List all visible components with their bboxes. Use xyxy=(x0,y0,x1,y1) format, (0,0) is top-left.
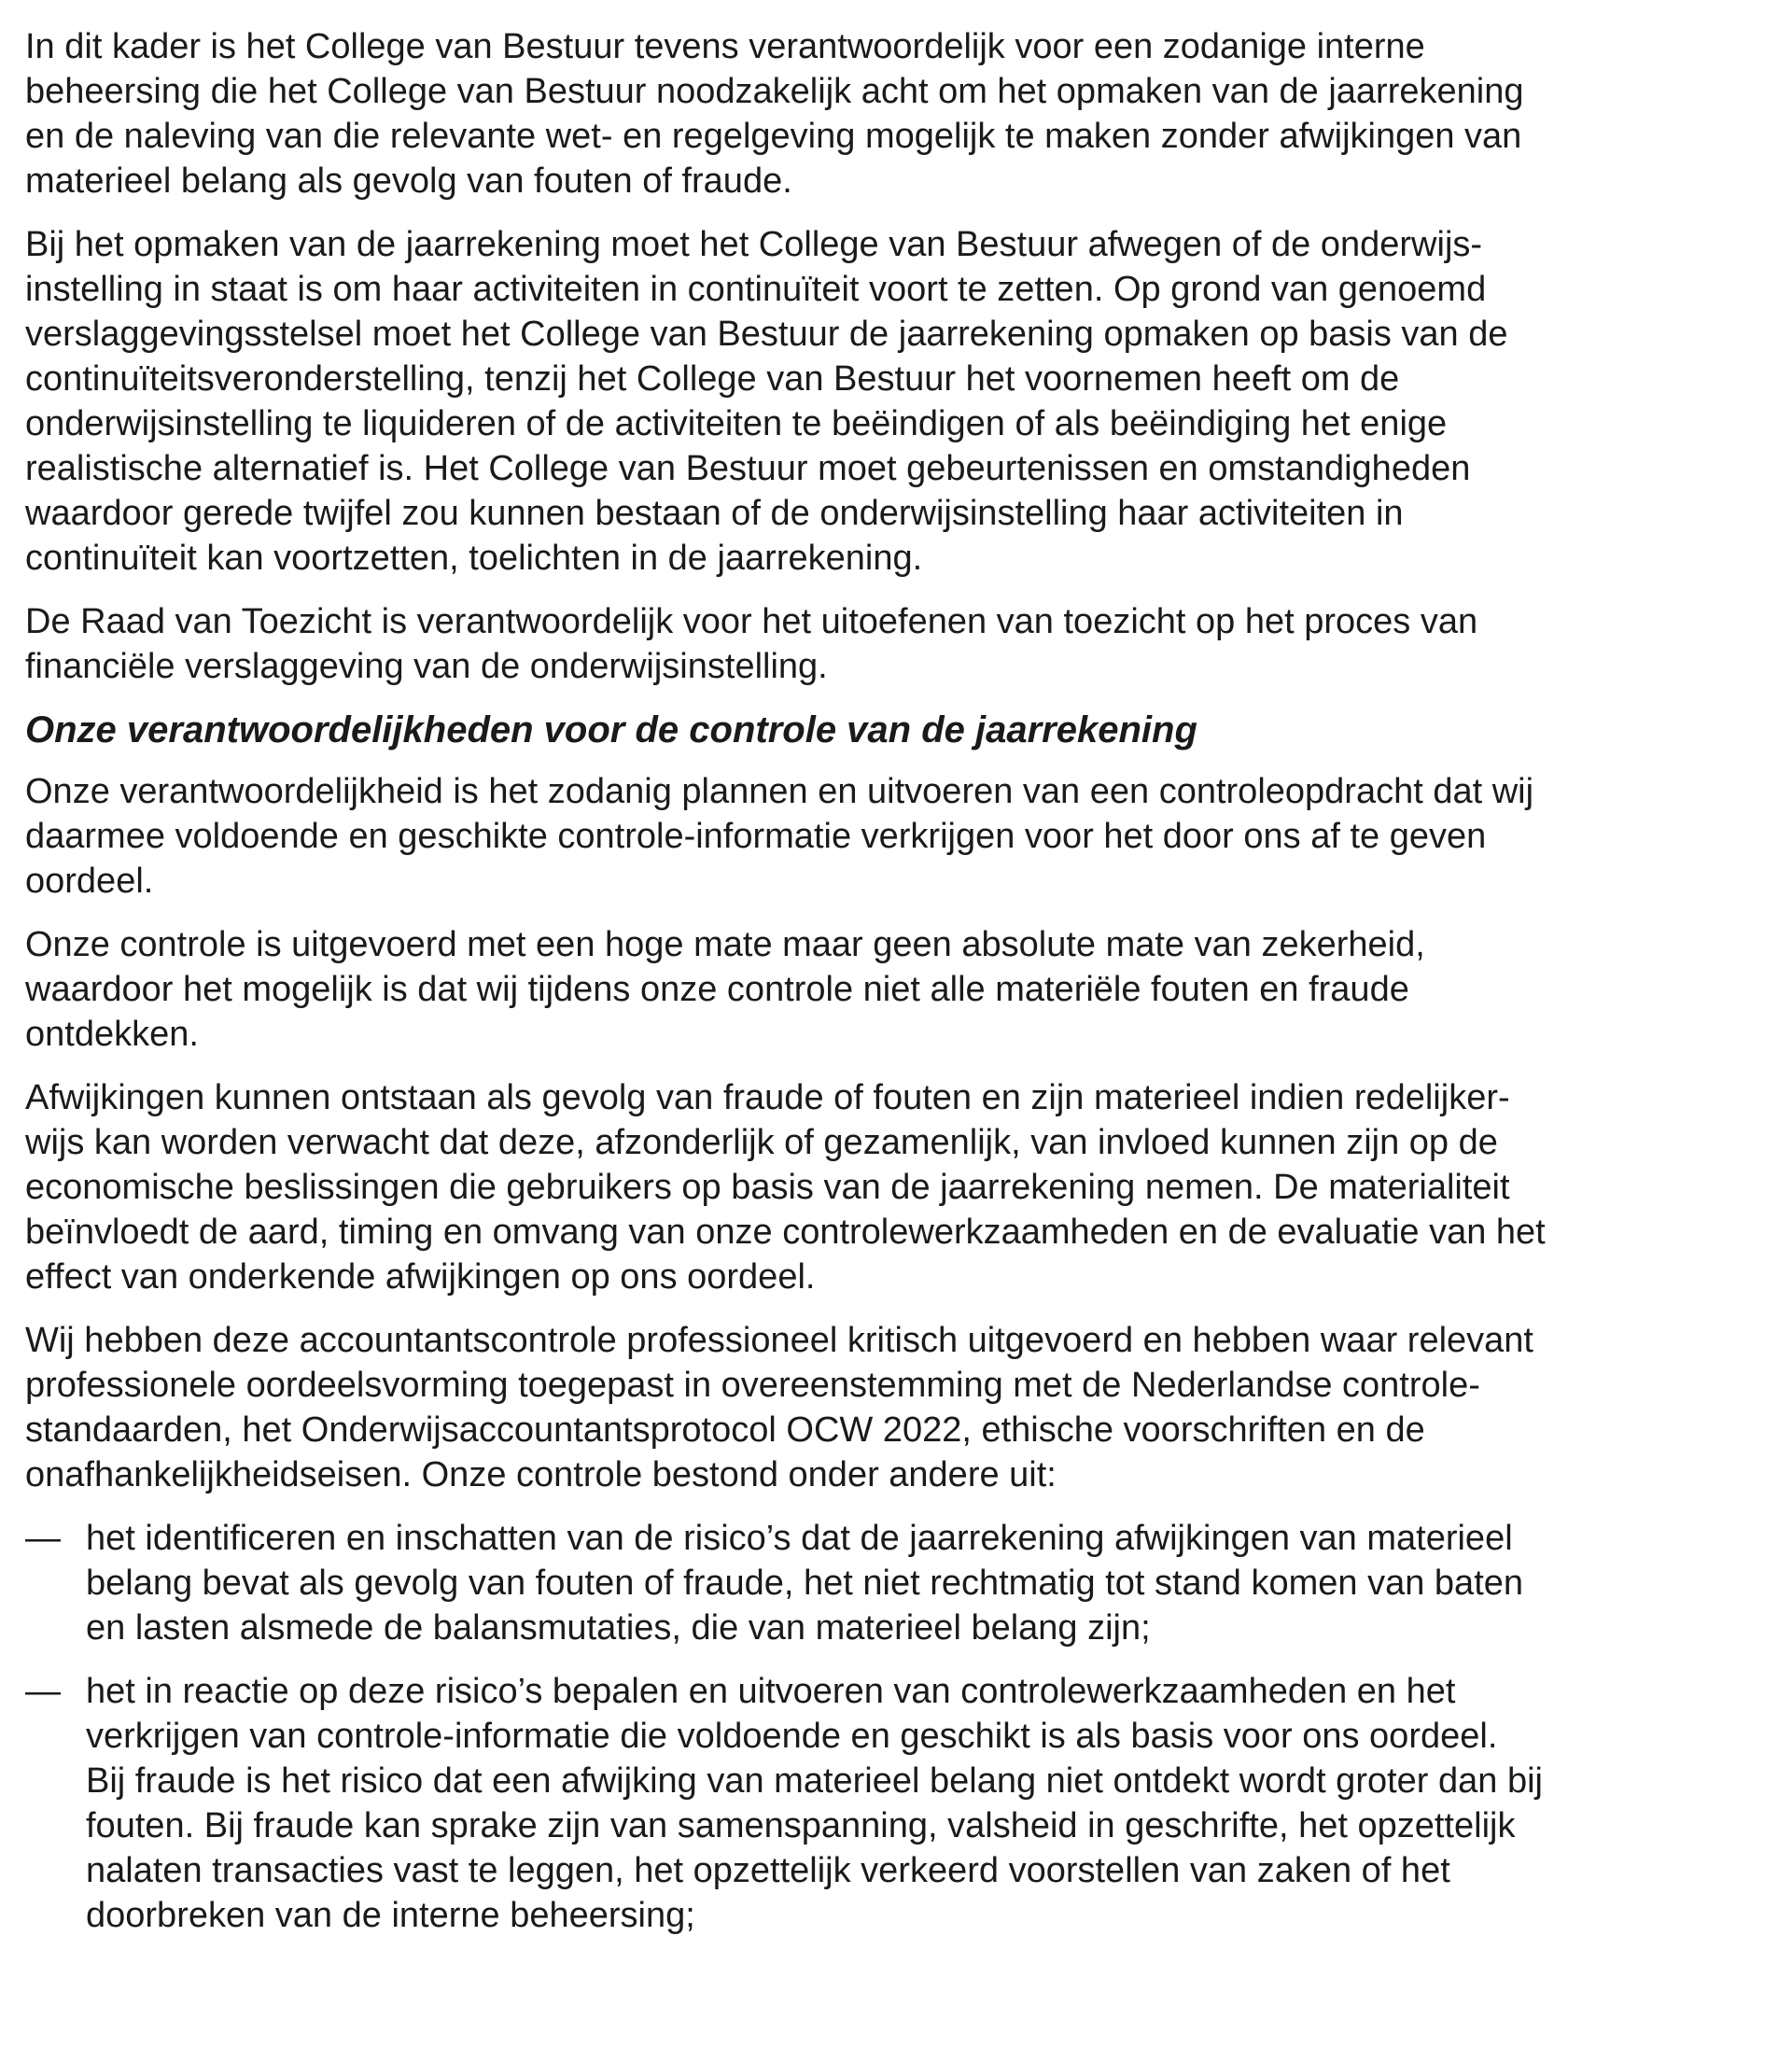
document-page xyxy=(25,24,1761,1957)
dash-bullet-icon: — xyxy=(25,1672,61,1711)
paragraph-continuity xyxy=(25,222,1761,581)
text-line: In dit kader is het College van Bestuur tevens verantwoordelijk voor een zodanige interne xyxy=(25,27,1425,66)
paragraph-internal-control xyxy=(25,24,1761,203)
paragraph-assurance-level xyxy=(25,922,1761,1057)
text-line: oordeel. xyxy=(25,862,154,901)
text-line: Onze controle is uitgevoerd met een hoge mate maar geen absolute mate van zekerheid, xyxy=(25,925,1425,964)
section-heading: Onze verantwoordelijkheden voor de controle van de jaarrekening xyxy=(25,709,1197,750)
text-line: Afwijkingen kunnen ontstaan als gevolg van fraude of fouten en zijn materieel indien redelijker- xyxy=(25,1078,1510,1117)
text-line: verslaggevingsstelsel moet het College van Bestuur de jaarrekening opmaken op basis van de xyxy=(25,315,1508,354)
text-line: Onze verantwoordelijkheid is het zodanig plannen en uitvoeren van een controleopdracht dat wij xyxy=(25,772,1534,811)
text-line: daarmee voldoende en geschikte controle-informatie verkrijgen voor het door ons af te geven xyxy=(25,817,1487,856)
text-line: en de naleving van die relevante wet- en regelgeving mogelijk te maken zonder afwijkingen van xyxy=(25,117,1522,156)
text-line: beïnvloedt de aard, timing en omvang van onze controlewerkzaamheden en de evaluatie van het xyxy=(25,1213,1546,1252)
text-line: waardoor het mogelijk is dat wij tijdens onze controle niet alle materiële fouten en fraude xyxy=(25,970,1409,1009)
text-line: financiële verslaggeving van de onderwijsinstelling. xyxy=(25,647,828,686)
text-line: Bij fraude is het risico dat een afwijking van materieel belang niet ontdekt wordt groter dan bij xyxy=(86,1761,1543,1801)
text-line: instelling in staat is om haar activiteiten in continuïteit voort te zetten. Op grond van genoemd xyxy=(25,270,1487,309)
text-line: beheersing die het College van Bestuur noodzakelijk acht om het opmaken van de jaarrekening xyxy=(25,72,1524,111)
text-line: continuïteitsveronderstelling, tenzij het College van Bestuur het voornemen heeft om de xyxy=(25,359,1400,399)
text-line: en lasten alsmede de balansmutaties, die van materieel belang zijn; xyxy=(86,1608,1151,1648)
text-line: doorbreken van de interne beheersing; xyxy=(86,1896,695,1935)
paragraph-professional-judgement xyxy=(25,1318,1761,1497)
paragraph-materiality xyxy=(25,1075,1761,1299)
text-line: standaarden, het Onderwijsaccountantsprotocol OCW 2022, ethische voorschriften en de xyxy=(25,1410,1425,1450)
list-item-audit-procedures xyxy=(25,1669,1761,1938)
text-line: effect van onderkende afwijkingen op ons oordeel. xyxy=(25,1257,816,1297)
text-line: fouten. Bij fraude kan sprake zijn van samenspanning, valsheid in geschrifte, het opzettelijk xyxy=(86,1806,1516,1845)
text-line: wijs kan worden verwacht dat deze, afzonderlijk of gezamenlijk, van invloed kunnen zijn op de xyxy=(25,1123,1498,1162)
text-line: het identificeren en inschatten van de risico’s dat de jaarrekening afwijkingen van materieel xyxy=(86,1519,1513,1558)
text-line: onderwijsinstelling te liquideren of de activiteiten te beëindigen of als beëindiging het enige xyxy=(25,404,1448,443)
text-line: materieel belang als gevolg van fouten of fraude. xyxy=(25,161,792,201)
text-line: continuïteit kan voortzetten, toelichten in de jaarrekening. xyxy=(25,539,923,578)
text-line: waardoor gerede twijfel zou kunnen bestaan of de onderwijsinstelling haar activiteiten in xyxy=(25,494,1404,533)
text-line: professionele oordeelsvorming toegepast in overeenstemming met de Nederlandse controle- xyxy=(25,1366,1480,1405)
text-line: nalaten transacties vast te leggen, het opzettelijk verkeerd voorstellen van zaken of het xyxy=(86,1851,1450,1890)
paragraph-supervisory-board xyxy=(25,599,1761,689)
list-item-risk-assessment xyxy=(25,1516,1761,1650)
text-line: Wij hebben deze accountantscontrole professioneel kritisch uitgevoerd en hebben waar relevant xyxy=(25,1321,1533,1360)
text-line: het in reactie op deze risico’s bepalen en uitvoeren van controlewerkzaamheden en het xyxy=(86,1672,1456,1711)
text-line: ontdekken. xyxy=(25,1015,199,1054)
paragraph-our-responsibility xyxy=(25,769,1761,904)
text-line: onafhankelijkheidseisen. Onze controle bestond onder andere uit: xyxy=(25,1455,1057,1494)
text-line: De Raad van Toezicht is verantwoordelijk voor het uitoefenen van toezicht op het proces van xyxy=(25,602,1478,641)
text-line: verkrijgen van controle-informatie die voldoende en geschikt is als basis voor ons oordeel. xyxy=(86,1717,1498,1756)
text-line: Bij het opmaken van de jaarrekening moet het College van Bestuur afwegen of de onderwijs- xyxy=(25,225,1483,264)
text-line: belang bevat als gevolg van fouten of fraude, het niet rechtmatig tot stand komen van baten xyxy=(86,1564,1524,1603)
text-line: economische beslissingen die gebruikers op basis van de jaarrekening nemen. De materialiteit xyxy=(25,1168,1510,1207)
dash-bullet-icon: — xyxy=(25,1519,61,1558)
text-line: realistische alternatief is. Het College van Bestuur moet gebeurtenissen en omstandigheden xyxy=(25,449,1471,488)
